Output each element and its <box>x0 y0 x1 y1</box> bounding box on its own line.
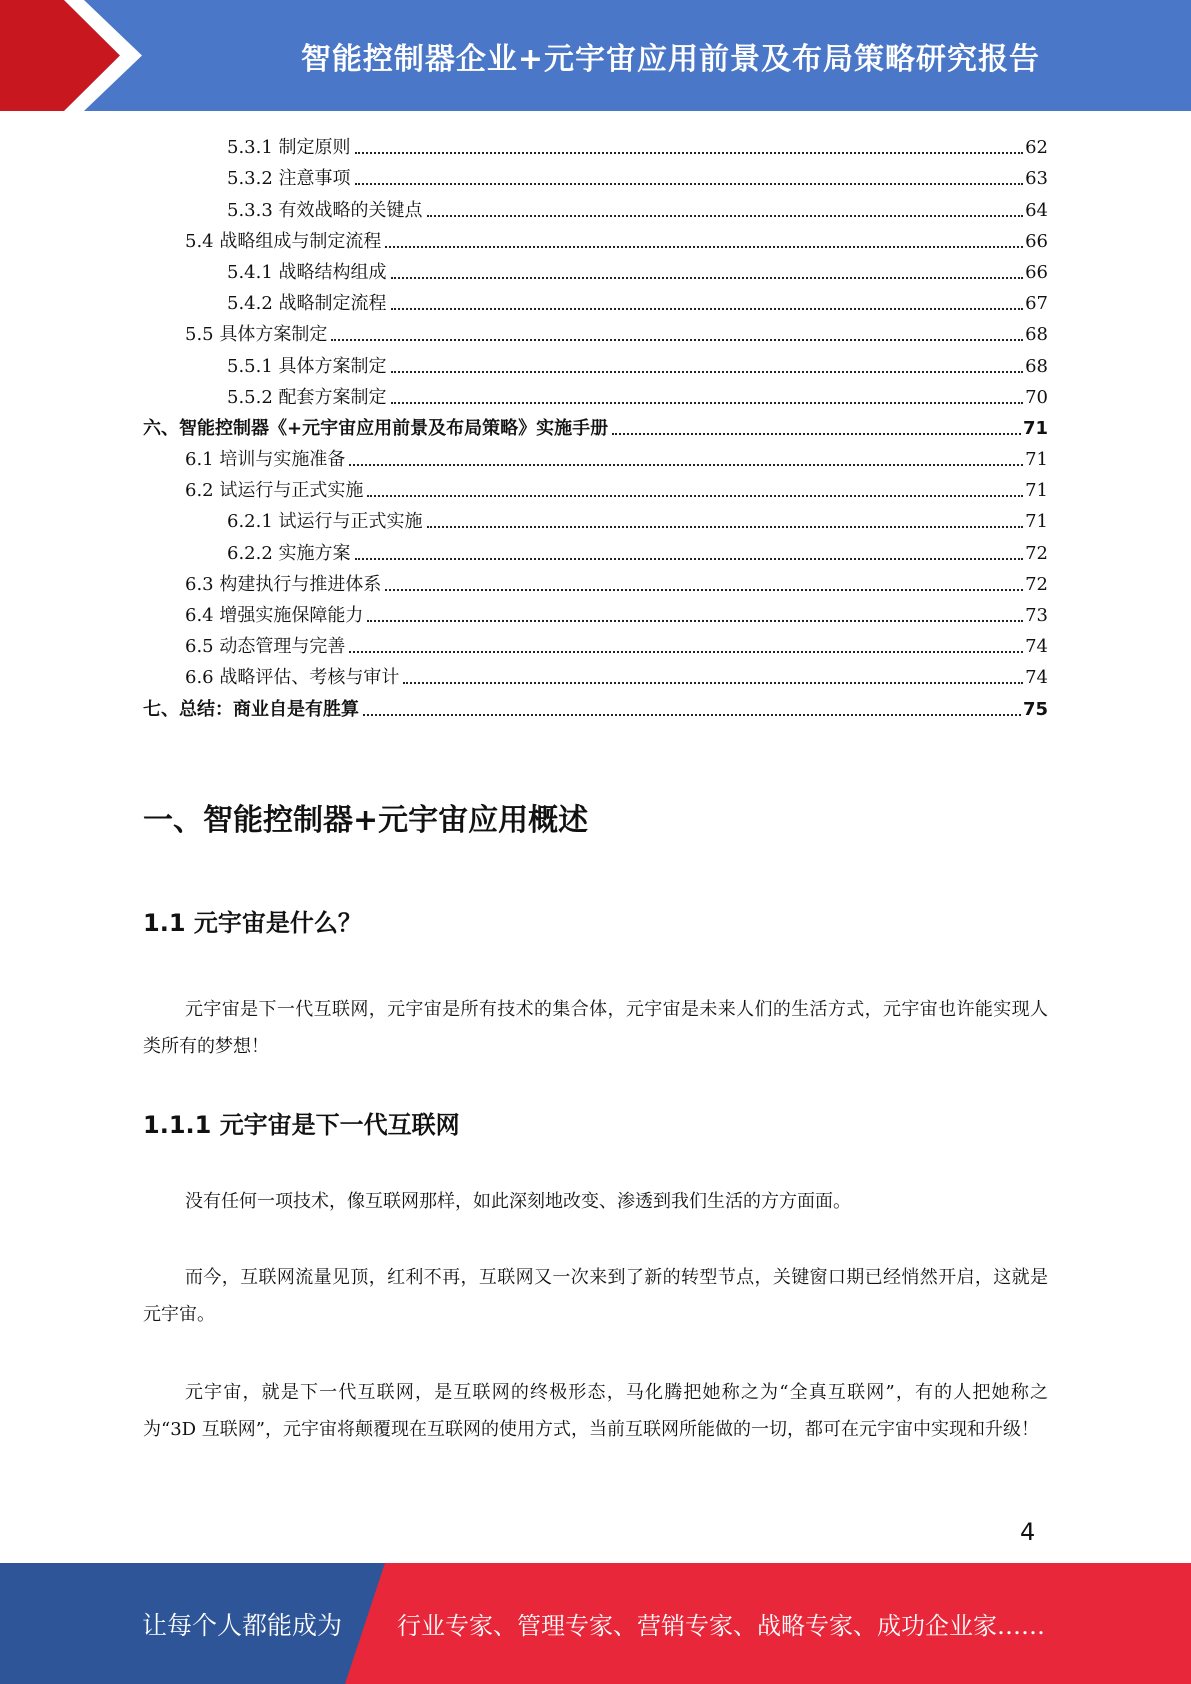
toc-dot-leader <box>355 558 1024 560</box>
toc-entry-label: 5.4.1 战略结构组成 <box>227 261 387 283</box>
toc-entry-page: 71 <box>1025 480 1048 502</box>
paragraph: 没有任何一项技术，像互联网那样，如此深刻地改变、渗透到我们生活的方方面面。 <box>185 1191 851 1212</box>
toc-entry[interactable] <box>143 346 1048 377</box>
toc-entry-label: 6.1 培训与实施准备 <box>185 449 346 471</box>
toc-entry[interactable] <box>143 440 1048 471</box>
toc-dot-leader <box>331 339 1023 341</box>
toc-entry[interactable] <box>143 159 1048 190</box>
toc-entry-page: 68 <box>1025 355 1048 377</box>
toc-dot-leader <box>355 183 1024 185</box>
header-title: 智能控制器企业+元宇宙应用前景及布局策略研究报告 <box>300 41 1041 77</box>
toc-entry-label: 6.6 战略评估、考核与审计 <box>185 667 400 689</box>
toc-entry-page: 64 <box>1025 199 1048 221</box>
toc-entry[interactable] <box>143 222 1048 253</box>
toc-dot-leader <box>349 651 1023 653</box>
toc-entry-page: 73 <box>1025 605 1048 626</box>
toc-entry-label: 6.2.2 实施方案 <box>227 542 351 564</box>
page-header <box>0 0 1191 111</box>
toc-entry-label: 6.2 试运行与正式实施 <box>185 480 364 502</box>
header-chevron-icon <box>0 0 160 111</box>
page-footer <box>0 1563 1191 1684</box>
toc-entry-label: 5.3.1 制定原则 <box>227 137 351 159</box>
toc-entry-label: 5.4 战略组成与制定流程 <box>185 230 382 252</box>
toc-entry-page: 66 <box>1025 261 1048 283</box>
toc-entry-label: 5.3.3 有效战略的关键点 <box>227 199 423 221</box>
toc-entry[interactable] <box>143 689 1048 720</box>
toc-entry-page: 63 <box>1025 168 1048 190</box>
toc-dot-leader <box>427 215 1024 217</box>
section-heading: 一、智能控制器+元宇宙应用概述 <box>143 803 589 838</box>
toc-entry[interactable] <box>143 471 1048 502</box>
toc-entry-page: 71 <box>1022 417 1048 439</box>
toc-entry[interactable] <box>143 378 1048 409</box>
toc-entry[interactable] <box>143 409 1048 440</box>
toc-entry-page: 68 <box>1025 324 1048 346</box>
toc-entry[interactable] <box>143 627 1048 658</box>
toc-entry-label: 6.5 动态管理与完善 <box>185 636 346 658</box>
toc-entry[interactable] <box>143 533 1048 564</box>
toc-entry-page: 71 <box>1025 511 1048 533</box>
toc-entry-label: 6.4 增强实施保障能力 <box>185 605 364 626</box>
toc-entry-page: 72 <box>1025 573 1048 595</box>
toc-dot-leader <box>385 589 1023 591</box>
toc-entry[interactable] <box>143 253 1048 284</box>
subsection-heading: 1.1.1 元宇宙是下一代互联网 <box>143 1111 460 1139</box>
toc-entry-label: 七、总结：商业自是有胜算 <box>143 698 359 720</box>
toc-dot-leader <box>363 714 1021 716</box>
toc-entry-page: 75 <box>1022 698 1048 720</box>
toc-entry-label: 6.3 构建执行与推进体系 <box>185 573 382 595</box>
toc-dot-leader <box>391 308 1024 310</box>
toc-entry-label: 5.5.2 配套方案制定 <box>227 386 387 408</box>
toc-dot-leader <box>385 246 1023 248</box>
toc-entry[interactable] <box>143 596 1048 627</box>
toc-entry-page: 72 <box>1025 542 1048 564</box>
toc-entry-page: 74 <box>1025 636 1048 658</box>
toc-entry[interactable] <box>143 502 1048 533</box>
toc-entry[interactable] <box>143 190 1048 221</box>
toc-dot-leader <box>612 433 1021 435</box>
toc-entry[interactable] <box>143 284 1048 315</box>
toc-dot-leader <box>355 152 1024 154</box>
toc-dot-leader <box>349 464 1023 466</box>
toc-entry[interactable] <box>143 128 1048 159</box>
toc-entry-label: 5.4.2 战略制定流程 <box>227 293 387 315</box>
toc-entry-label: 5.5.1 具体方案制定 <box>227 355 387 377</box>
toc-entry[interactable] <box>143 315 1048 346</box>
toc-entry-page: 70 <box>1025 386 1048 408</box>
page-number: 4 <box>1020 1518 1036 1546</box>
toc-dot-leader <box>367 495 1023 497</box>
toc-dot-leader <box>367 620 1023 622</box>
footer-slogan-left: 让每个人都能成为 <box>142 1610 343 1640</box>
toc-entry[interactable] <box>143 658 1048 689</box>
toc-entry-page: 74 <box>1025 667 1048 689</box>
toc-entry[interactable] <box>143 565 1048 596</box>
toc-entry-page: 71 <box>1025 449 1048 471</box>
footer-slogan-right: 行业专家、管理专家、营销专家、战略专家、成功企业家…… <box>397 1612 1045 1640</box>
paragraph: 元宇宙是下一代互联网，元宇宙是所有技术的集合体，元宇宙是未来人们的生活方式，元宇宙也许能实现人类所有的梦想！ <box>143 999 1048 1057</box>
toc-dot-leader <box>427 526 1024 528</box>
toc-entry-page: 66 <box>1025 230 1048 252</box>
toc-entry-label: 六、智能控制器《+元宇宙应用前景及布局策略》实施手册 <box>143 417 609 439</box>
toc-entry-page: 62 <box>1025 137 1048 159</box>
toc-dot-leader <box>391 371 1024 373</box>
subsection-heading: 1.1 元宇宙是什么？ <box>143 909 362 937</box>
toc-entry-page: 67 <box>1025 293 1048 315</box>
toc-dot-leader <box>391 402 1024 404</box>
paragraph: 而今，互联网流量见顶，红利不再，互联网又一次来到了新的转型节点，关键窗口期已经悄然开启，这就是元宇宙。 <box>143 1267 1048 1325</box>
table-of-contents <box>143 128 1048 721</box>
toc-dot-leader <box>403 682 1023 684</box>
toc-dot-leader <box>391 277 1024 279</box>
toc-entry-label: 5.5 具体方案制定 <box>185 324 328 346</box>
toc-entry-label: 5.3.2 注意事项 <box>227 168 351 190</box>
paragraph: 元宇宙，就是下一代互联网，是互联网的终极形态，马化腾把她称之为“全真互联网”，有的人把她称之为“3D 互联网”，元宇宙将颠覆现在互联网的使用方式，当前互联网所能做的一切，都可在元宇宙中实现和升级！ <box>143 1382 1048 1440</box>
toc-entry-label: 6.2.1 试运行与正式实施 <box>227 511 423 533</box>
